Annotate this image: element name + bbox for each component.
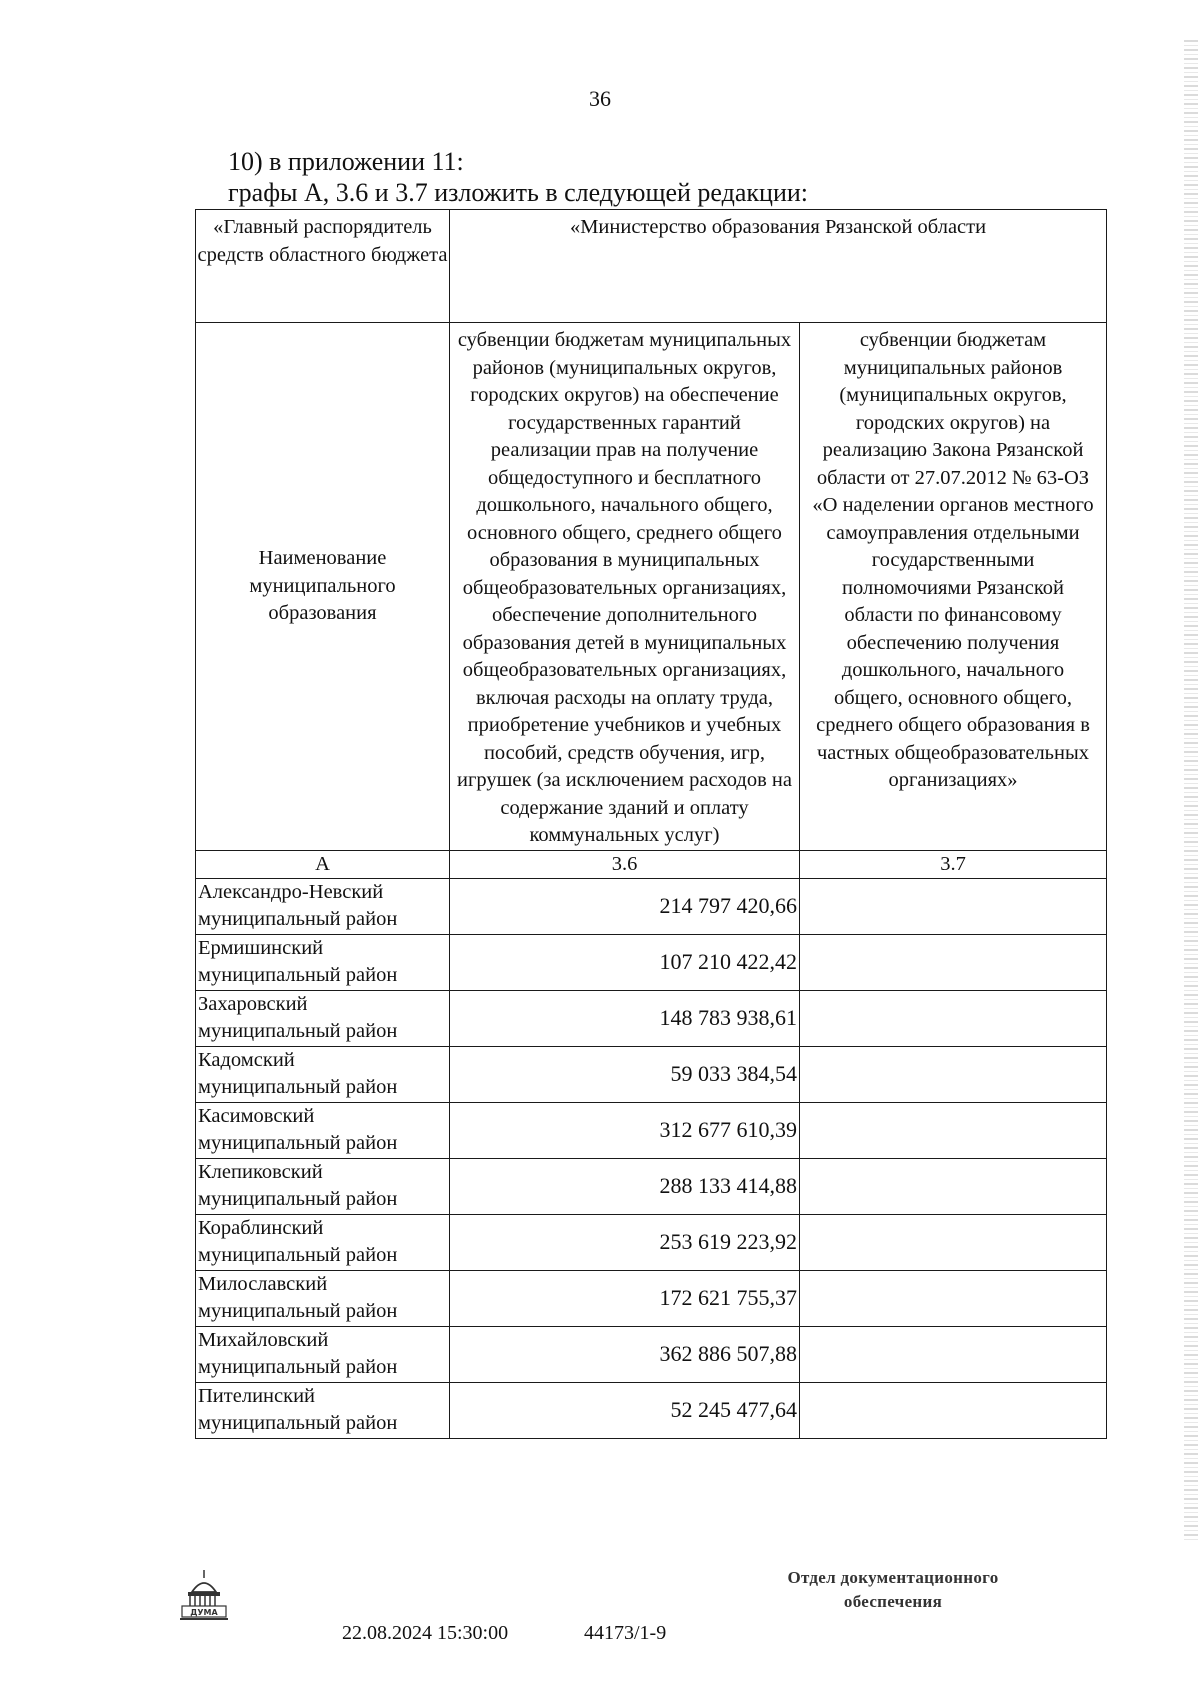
municipality-name [196, 1158, 450, 1214]
table-row [196, 1214, 1107, 1270]
value-3-6: 253 619 223,92 [450, 1214, 800, 1270]
value-3-6: 52 245 477,64 [450, 1382, 800, 1438]
municipality-name-line-1: Александро-Невский [198, 880, 384, 903]
municipality-name [196, 1046, 450, 1102]
municipality-name-line-2: муниципальный район [198, 1243, 398, 1266]
subheader-col-3-7: субвенции бюджетам муниципальных районов (муниципальных округов, городских округов) на реализацию Закона Рязанской области от 27.07.2012 № 63-ОЗ «О наделении органов местного самоуправления отдельными государственными полномочиями Рязанской области по финансовому обеспечению получения дошкольного, начального общего, основного общего, среднего общего образования в частных общеобразовательных организациях» [800, 323, 1107, 851]
table-index-row [196, 850, 1107, 878]
municipality-name [196, 1102, 450, 1158]
municipality-name-line-1: Пителинский [198, 1384, 316, 1407]
intro-line-2: графы А, 3.6 и 3.7 изложить в следующей редакции: [228, 178, 808, 207]
value-3-6: 312 677 610,39 [450, 1102, 800, 1158]
value-3-6: 59 033 384,54 [450, 1046, 800, 1102]
table-row [196, 990, 1107, 1046]
value-3-7 [800, 934, 1107, 990]
value-3-6: 148 783 938,61 [450, 990, 800, 1046]
municipality-name [196, 934, 450, 990]
table-row [196, 1102, 1107, 1158]
municipality-name-line-2: муниципальный район [198, 907, 398, 930]
table-row [196, 878, 1107, 934]
duma-logo-icon [178, 1566, 230, 1624]
value-3-6: 214 797 420,66 [450, 878, 800, 934]
value-3-7 [800, 990, 1107, 1046]
value-3-7 [800, 1326, 1107, 1382]
municipality-name-line-2: муниципальный район [198, 1075, 398, 1098]
value-3-7 [800, 1046, 1107, 1102]
municipality-name [196, 1270, 450, 1326]
municipality-name-line-1: Кадомский [198, 1048, 295, 1071]
value-3-6: 172 621 755,37 [450, 1270, 800, 1326]
municipality-name [196, 1326, 450, 1382]
municipality-name-line-1: Касимовский [198, 1104, 315, 1127]
index-3-6: 3.6 [450, 850, 800, 878]
table-body [196, 878, 1107, 1438]
appendix-table [195, 209, 1107, 1439]
municipality-name-line-1: Захаровский [198, 992, 308, 1015]
table-header-row [196, 210, 1107, 323]
municipality-name-line-2: муниципальный район [198, 1355, 398, 1378]
logo-text: ДУМА [190, 1608, 218, 1617]
municipality-name-line-2: муниципальный район [198, 1299, 398, 1322]
table-row [196, 1158, 1107, 1214]
table-row [196, 1270, 1107, 1326]
intro-text [228, 146, 808, 208]
municipality-name-line-2: муниципальный район [198, 1411, 398, 1434]
municipality-name-line-1: Клепиковский [198, 1160, 323, 1183]
municipality-name-line-1: Михайловский [198, 1328, 329, 1351]
table-row [196, 1326, 1107, 1382]
value-3-7 [800, 1158, 1107, 1214]
municipality-name [196, 1214, 450, 1270]
table-subheader-row [196, 323, 1107, 851]
municipality-name [196, 878, 450, 934]
value-3-7 [800, 1382, 1107, 1438]
value-3-7 [800, 1270, 1107, 1326]
table-row [196, 1046, 1107, 1102]
value-3-7 [800, 878, 1107, 934]
municipality-name-line-2: муниципальный район [198, 1019, 398, 1042]
subheader-municipality-name: Наименование муниципального образования [196, 323, 450, 851]
index-3-7: 3.7 [800, 850, 1107, 878]
value-3-7 [800, 1214, 1107, 1270]
footer-dept-line-1: Отдел документационного [787, 1568, 999, 1587]
municipality-name-line-2: муниципальный район [198, 1187, 398, 1210]
header-ministry: «Министерство образования Рязанской области [450, 210, 1107, 323]
table-row [196, 1382, 1107, 1438]
municipality-name [196, 990, 450, 1046]
subheader-col-3-6: субвенции бюджетам муниципальных районов (муниципальных округов, городских округов) на обеспечение государственных гарантий реализации прав на получение общедоступного и бесплатного дошкольного, начального общего, основного общего, среднего общего образования в муниципальных общеобразовательных организациях, обеспечение дополнительного образования детей в муниципальных общеобразовательных организациях, включая расходы на оплату труда, приобретение учебников и учебных пособий, средств обучения, игр, игрушек (за исключением расходов на содержание зданий и оплату коммунальных услуг) [450, 323, 800, 851]
footer-department [748, 1566, 1038, 1614]
municipality-name-line-1: Милославский [198, 1272, 328, 1295]
municipality-name-line-2: муниципальный район [198, 1131, 398, 1154]
footer-doc-number: 44173/1-9 [584, 1622, 667, 1644]
scan-edge-artifact [1184, 40, 1198, 1540]
index-a: А [196, 850, 450, 878]
value-3-6: 107 210 422,42 [450, 934, 800, 990]
table-row [196, 934, 1107, 990]
header-chief-manager: «Главный распорядитель средств областного бюджета [196, 210, 450, 323]
page-number: 36 [589, 86, 611, 111]
footer-date: 22.08.2024 15:30:00 [342, 1622, 509, 1644]
value-3-6: 362 886 507,88 [450, 1326, 800, 1382]
footer-dept-line-2: обеспечения [843, 1592, 943, 1611]
municipality-name-line-1: Ермишинский [198, 936, 324, 959]
municipality-name-line-1: Кораблинский [198, 1216, 324, 1239]
value-3-6: 288 133 414,88 [450, 1158, 800, 1214]
municipality-name [196, 1382, 450, 1438]
value-3-7 [800, 1102, 1107, 1158]
intro-line-1: 10) в приложении 11: [228, 147, 464, 176]
municipality-name-line-2: муниципальный район [198, 963, 398, 986]
